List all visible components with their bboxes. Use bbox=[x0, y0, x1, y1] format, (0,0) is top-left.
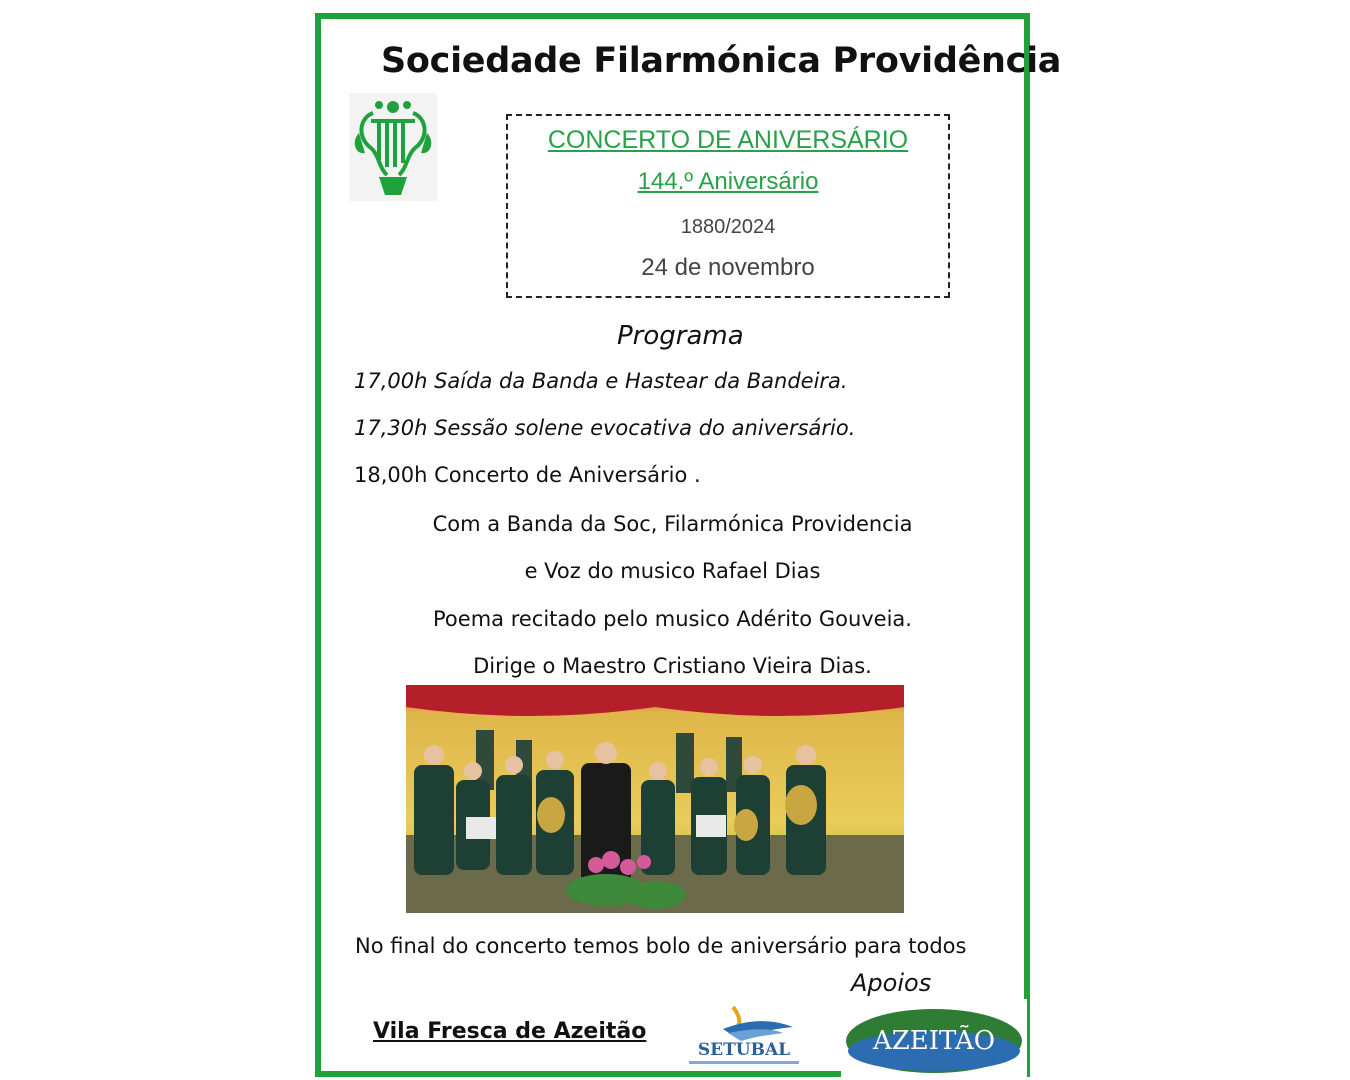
event-date: 24 de novembro bbox=[641, 254, 815, 281]
poster-frame bbox=[315, 13, 1062, 1077]
anniversary-number: 144.º Aniversário bbox=[637, 168, 819, 195]
concert-title: CONCERTO DE ANIVERSÁRIO bbox=[547, 126, 909, 154]
program-detail: Poema recitado pelo musico Adérito Gouveia. bbox=[433, 607, 912, 631]
setubal-logo-text: SETUBAL bbox=[697, 1040, 791, 1060]
program-item: 18,00h Concerto de Aniversário . bbox=[354, 463, 701, 487]
setubal-logo bbox=[683, 999, 805, 1071]
page-title: Sociedade Filarmónica Providência bbox=[381, 41, 1062, 81]
program-detail: Com a Banda da Soc, Filarmónica Providencia bbox=[432, 512, 913, 536]
program-detail: e Voz do musico Rafael Dias bbox=[524, 559, 821, 583]
program-item: 17,30h Sessão solene evocativa do aniversário. bbox=[354, 416, 856, 440]
final-note: No final do concerto temos bolo de aniversário para todos bbox=[355, 934, 967, 958]
program-heading: Programa bbox=[617, 321, 744, 351]
azeitao-logo-text: AZEITÃO bbox=[872, 1026, 996, 1056]
concert-info-box bbox=[506, 114, 950, 298]
azeitao-logo bbox=[841, 999, 1027, 1077]
program-item: 17,00h Saída da Banda e Hastear da Bandeira. bbox=[354, 369, 848, 393]
sponsors-heading: Apoios bbox=[851, 969, 932, 997]
location-label: Vila Fresca de Azeitão bbox=[373, 1019, 647, 1044]
year-range: 1880/2024 bbox=[680, 216, 776, 238]
program-detail: Dirige o Maestro Cristiano Vieira Dias. bbox=[473, 654, 872, 678]
lyre-emblem-icon bbox=[349, 93, 437, 201]
band-photo bbox=[406, 685, 904, 913]
